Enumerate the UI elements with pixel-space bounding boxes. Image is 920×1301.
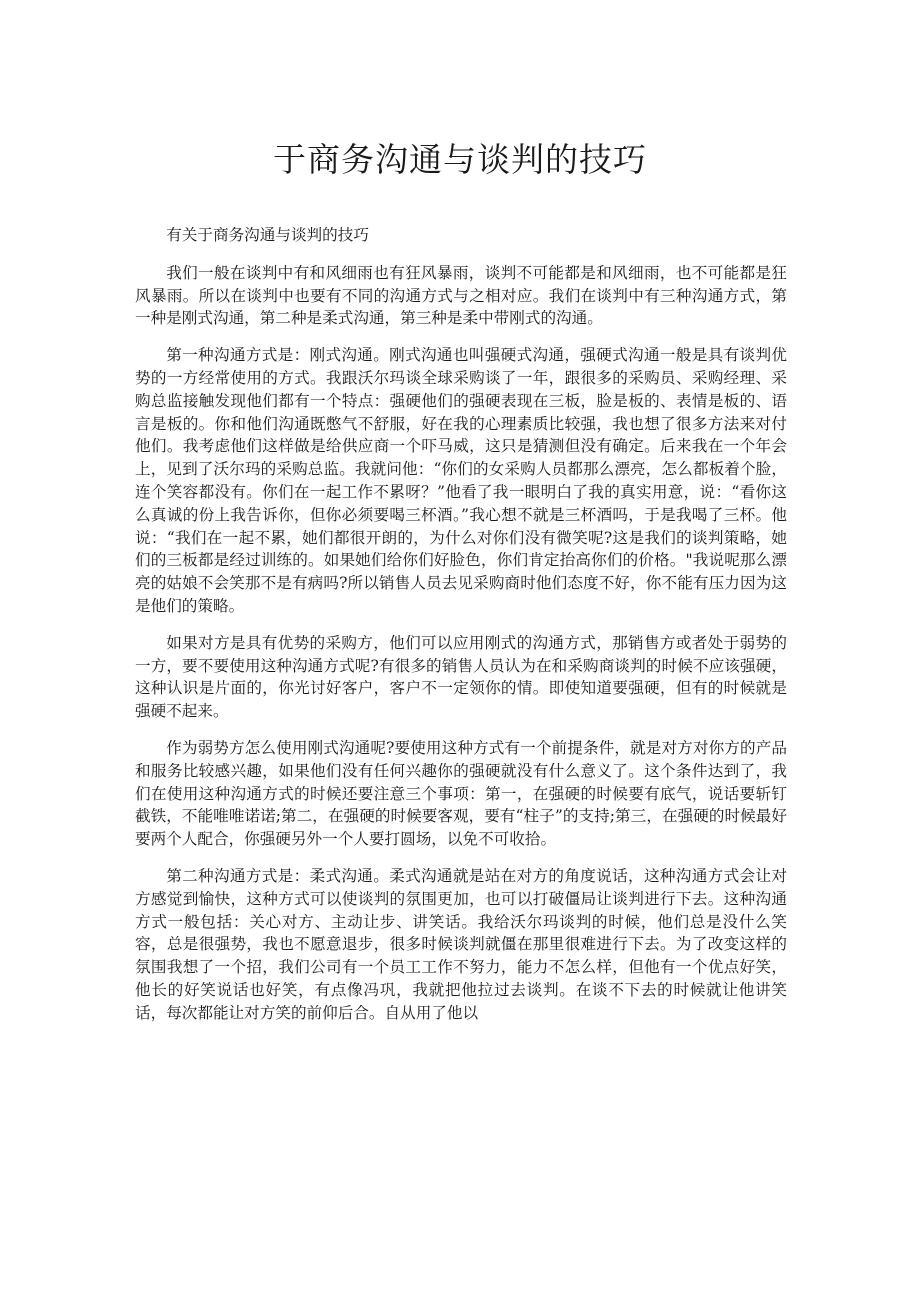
subtitle-paragraph: 有关于商务沟通与谈判的技巧: [166, 226, 369, 244]
body-paragraph: 作为弱势方怎么使用刚式沟通呢?要使用这种方式有一个前提条件，就是对方对你方的产品和服务比较感兴趣，如果他们没有任何兴趣你的强硬就没有什么意义了。这个条件达到了，我们在使用这种沟通方式的时候还要注意三个事项：第一，在强硬的时候要有底气，说话要斩钉截铁，不能唯唯诺诺;第二，在强硬的时候要客观，要有“柱子”的支持;第三，在强硬的时候最好要两个人配合，你强硬另外一个人要打圆场，以免不可收拾。: [135, 738, 787, 849]
body-paragraph: 第二种沟通方式是：柔式沟通。柔式沟通就是站在对方的角度说话，这种沟通方式会让对方感觉到愉快，这种方式可以使谈判的氛围更加，也可以打破僵局让谈判进行下去。这种沟通方式一般包括：关心对方、主动让步、讲笑话。我给沃尔玛谈判的时候，他们总是没什么笑容，总是很强势，我也不愿意退步，很多时候谈判就僵在那里很难进行下去。为了改变这样的氛围我想了一个招，我们公司有一个员工工作不努力，能力不怎么样，但他有一个优点好笑，他长的好笑说话也好笑，有点像冯巩，我就把他拉过去谈判。在谈不下去的时候就让他讲笑话，每次都能让对方笑的前仰后合。自从用了他以: [135, 866, 787, 1022]
body-paragraph: 我们一般在谈判中有和风细雨也有狂风暴雨，谈判不可能都是和风细雨，也不可能都是狂风暴雨。所以在谈判中也要有不同的沟通方式与之相对应。我们在谈判中有三种沟通方式，第一种是刚式沟通，第二种是柔式沟通，第三种是柔中带刚式的沟通。: [135, 263, 787, 328]
document-title: 于商务沟通与谈判的技巧: [273, 140, 647, 179]
body-paragraph: 第一种沟通方式是：刚式沟通。刚式沟通也叫强硬式沟通，强硬式沟通一般是具有谈判优势的一方经常使用的方式。我跟沃尔玛谈全球采购谈了一年，跟很多的采购员、采购经理、采购总监接触发现他们都有一个特点：强硬他们的强硬表现在三板，脸是板的、表情是板的、语言是板的。你和他们沟通既憋气不舒服，好在我的心理素质比较强，我也想了很多方法来对付他们。我考虑他们这样做是给供应商一个吓马威，这只是猜测但没有确定。后来我在一个年会上，见到了沃尔玛的采购总监。我就问他：“你们的女采购人员都那么漂亮，怎么都板着个脸，连个笑容都没有。你们在一起工作不累呀？”他看了我一眼明白了我的真实用意，说：“看你这么真诚的份上我告诉你，但你必须要喝三杯酒。”我心想不就是三杯酒吗，于是我喝了三杯。他说：“我们在一起不累，她们都很开朗的，为什么对你们没有微笑呢?这是我们的谈判策略，她们的三板都是经过训练的。如果她们给你们好脸色，你们肯定抬高你们的价格。"我说呢那么漂亮的姑娘不会笑那不是有病吗?所以销售人员去见采购商时他们态度不好，你不能有压力因为这是他们的策略。: [135, 346, 787, 615]
body-paragraph: 如果对方是具有优势的采购方，他们可以应用刚式的沟通方式，那销售方或者处于弱势的一方，要不要使用这种沟通方式呢?有很多的销售人员认为在和采购商谈判的时候不应该强硬，这种认识是片面的，你光讨好客户，客户不一定领你的情。即使知道要强硬，但有的时候就是强硬不起来。: [135, 633, 787, 721]
document-body: [135, 224, 787, 1039]
